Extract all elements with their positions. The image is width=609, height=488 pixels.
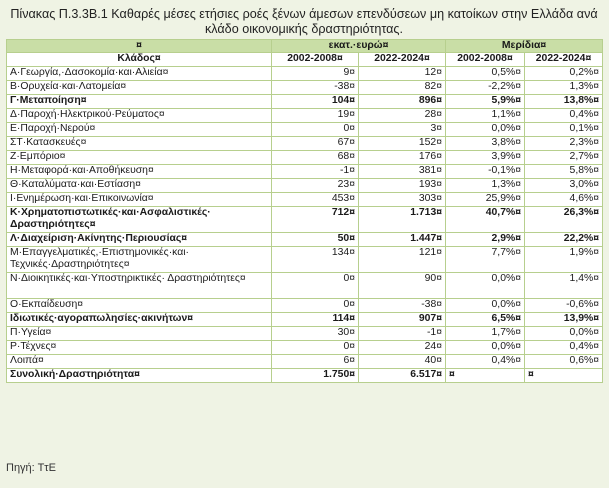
- sector-cell: Ιδιωτικές·αγοραπωλησίες·ακινήτων¤: [7, 313, 272, 327]
- table-row: [7, 313, 603, 327]
- fdi-flows-table: [6, 39, 603, 383]
- share-2022-2024-cell: 4,6%¤: [525, 193, 603, 207]
- group-values-header: εκατ.·ευρώ¤: [272, 40, 446, 53]
- share-2022-2024-cell: 0,6%¤: [525, 355, 603, 369]
- table-row: [7, 327, 603, 341]
- share-2022-2024-cell: 0,0%¤: [525, 327, 603, 341]
- table-row: [7, 341, 603, 355]
- table-row: [7, 207, 603, 233]
- share-2002-2008-cell: 40,7%¤: [446, 207, 525, 233]
- value-2022-2024-cell: 152¤: [359, 137, 446, 151]
- share-2022-2024-cell: 0,2%¤: [525, 67, 603, 81]
- sector-cell: Λ·Διαχείριση·Ακίνητης·Περιουσίας¤: [7, 233, 272, 247]
- share-2022-2024-cell: 26,3%¤: [525, 207, 603, 233]
- table-row: [7, 81, 603, 95]
- value-2002-2008-cell: 0¤: [272, 273, 359, 299]
- value-2002-2008-cell: 19¤: [272, 109, 359, 123]
- value-2002-2008-cell: 1.750¤: [272, 369, 359, 383]
- sector-cell: Ι·Ενημέρωση·και·Επικοινωνία¤: [7, 193, 272, 207]
- sector-cell: Π·Υγεία¤: [7, 327, 272, 341]
- source-note: Πηγή: ΤτΕ: [6, 462, 56, 474]
- value-2022-2024-cell: -38¤: [359, 299, 446, 313]
- value-2002-2008-cell: 0¤: [272, 123, 359, 137]
- sector-cell: Μ·Επαγγελματικές,·Επιστημονικές·και· Τεχνικές·Δραστηριότητες¤: [7, 247, 272, 273]
- share-2002-2008-cell: 0,0%¤: [446, 341, 525, 355]
- col-period-header: 2002-2008¤: [272, 53, 359, 67]
- share-2002-2008-cell: 0,0%¤: [446, 299, 525, 313]
- share-2002-2008-cell: 5,9%¤: [446, 95, 525, 109]
- value-2002-2008-cell: 9¤: [272, 67, 359, 81]
- share-2022-2024-cell: 22,2%¤: [525, 233, 603, 247]
- share-2002-2008-cell: 7,7%¤: [446, 247, 525, 273]
- value-2022-2024-cell: 1.447¤: [359, 233, 446, 247]
- value-2002-2008-cell: 712¤: [272, 207, 359, 233]
- share-2002-2008-cell: 1,7%¤: [446, 327, 525, 341]
- value-2022-2024-cell: 12¤: [359, 67, 446, 81]
- sector-cell: Γ·Μεταποίηση¤: [7, 95, 272, 109]
- value-2022-2024-cell: 381¤: [359, 165, 446, 179]
- value-2022-2024-cell: 193¤: [359, 179, 446, 193]
- table-row: [7, 193, 603, 207]
- share-2022-2024-cell: 1,4%¤: [525, 273, 603, 299]
- value-2002-2008-cell: 0¤: [272, 341, 359, 355]
- sector-cell: Δ·Παροχή·Ηλεκτρικού·Ρεύματος¤: [7, 109, 272, 123]
- value-2002-2008-cell: -1¤: [272, 165, 359, 179]
- sector-cell: Η·Μεταφορά·και·Αποθήκευση¤: [7, 165, 272, 179]
- table-row: [7, 369, 603, 383]
- table-title: Πίνακας Π.3.3Β.1 Καθαρές μέσες ετήσιες ροές ξένων άμεσων επενδύσεων μη κατοίκων στην Ελλάδα ανά κλάδο οικονομικής δραστηριότητας.: [10, 7, 598, 36]
- value-2002-2008-cell: 134¤: [272, 247, 359, 273]
- group-shares-header: Μερίδια¤: [446, 40, 603, 53]
- share-2002-2008-cell: 0,5%¤: [446, 67, 525, 81]
- share-2022-2024-cell: 1,3%¤: [525, 81, 603, 95]
- col-period-header: 2022-2024¤: [525, 53, 603, 67]
- sector-cell: Ρ·Τέχνες¤: [7, 341, 272, 355]
- share-2022-2024-cell: 13,8%¤: [525, 95, 603, 109]
- value-2002-2008-cell: 6¤: [272, 355, 359, 369]
- corner-cell: ¤: [7, 40, 272, 53]
- value-2022-2024-cell: 28¤: [359, 109, 446, 123]
- value-2002-2008-cell: 114¤: [272, 313, 359, 327]
- share-2002-2008-cell: 1,1%¤: [446, 109, 525, 123]
- header-row-columns: [7, 53, 603, 67]
- value-2002-2008-cell: 0¤: [272, 299, 359, 313]
- share-2002-2008-cell: 0,0%¤: [446, 273, 525, 299]
- table-row: [7, 273, 603, 299]
- value-2002-2008-cell: 67¤: [272, 137, 359, 151]
- value-2022-2024-cell: 907¤: [359, 313, 446, 327]
- table-row: [7, 95, 603, 109]
- table-row: [7, 233, 603, 247]
- value-2002-2008-cell: -38¤: [272, 81, 359, 95]
- value-2022-2024-cell: 40¤: [359, 355, 446, 369]
- table-row: [7, 137, 603, 151]
- share-2022-2024-cell: 3,0%¤: [525, 179, 603, 193]
- value-2002-2008-cell: 23¤: [272, 179, 359, 193]
- share-2002-2008-cell: 0,4%¤: [446, 355, 525, 369]
- table-row: [7, 151, 603, 165]
- sector-cell: ΣΤ·Κατασκευές¤: [7, 137, 272, 151]
- share-2002-2008-cell: ¤: [446, 369, 525, 383]
- share-2002-2008-cell: -2,2%¤: [446, 81, 525, 95]
- value-2022-2024-cell: 176¤: [359, 151, 446, 165]
- table-row: [7, 355, 603, 369]
- share-2002-2008-cell: 6,5%¤: [446, 313, 525, 327]
- table-row: [7, 165, 603, 179]
- share-2002-2008-cell: 0,0%¤: [446, 123, 525, 137]
- col-sector-header: Κλάδος¤: [7, 53, 272, 67]
- share-2002-2008-cell: 2,9%¤: [446, 233, 525, 247]
- value-2022-2024-cell: 6.517¤: [359, 369, 446, 383]
- table-row: [7, 67, 603, 81]
- share-2022-2024-cell: 0,4%¤: [525, 109, 603, 123]
- share-2022-2024-cell: -0,6%¤: [525, 299, 603, 313]
- sector-cell: Ν·Διοικητικές·και·Υποστηρικτικές· Δραστηριότητες¤: [7, 273, 272, 299]
- value-2022-2024-cell: 303¤: [359, 193, 446, 207]
- share-2002-2008-cell: 25,9%¤: [446, 193, 525, 207]
- share-2022-2024-cell: 0,4%¤: [525, 341, 603, 355]
- share-2022-2024-cell: ¤: [525, 369, 603, 383]
- sector-cell: Συνολική·Δραστηριότητα¤: [7, 369, 272, 383]
- share-2022-2024-cell: 2,3%¤: [525, 137, 603, 151]
- share-2022-2024-cell: 2,7%¤: [525, 151, 603, 165]
- table-row: [7, 179, 603, 193]
- sector-cell: Κ·Χρηματοπιστωτικές·και·Ασφαλιστικές· Δραστηριότητες¤: [7, 207, 272, 233]
- value-2022-2024-cell: 90¤: [359, 273, 446, 299]
- col-period-header: 2022-2024¤: [359, 53, 446, 67]
- share-2022-2024-cell: 5,8%¤: [525, 165, 603, 179]
- value-2002-2008-cell: 30¤: [272, 327, 359, 341]
- value-2022-2024-cell: 896¤: [359, 95, 446, 109]
- value-2022-2024-cell: 82¤: [359, 81, 446, 95]
- share-2022-2024-cell: 1,9%¤: [525, 247, 603, 273]
- value-2002-2008-cell: 453¤: [272, 193, 359, 207]
- sector-cell: Β·Ορυχεία·και·Λατομεία¤: [7, 81, 272, 95]
- sector-cell: Α·Γεωργία,·Δασοκομία·και·Αλιεία¤: [7, 67, 272, 81]
- sector-cell: Ο·Εκπαίδευση¤: [7, 299, 272, 313]
- header-row-groups: [7, 40, 603, 53]
- table-row: [7, 299, 603, 313]
- share-2022-2024-cell: 0,1%¤: [525, 123, 603, 137]
- value-2022-2024-cell: 24¤: [359, 341, 446, 355]
- value-2022-2024-cell: -1¤: [359, 327, 446, 341]
- col-period-header: 2002-2008¤: [446, 53, 525, 67]
- sector-cell: Θ·Καταλύματα·και·Εστίαση¤: [7, 179, 272, 193]
- share-2002-2008-cell: 3,8%¤: [446, 137, 525, 151]
- table-row: [7, 109, 603, 123]
- value-2022-2024-cell: 3¤: [359, 123, 446, 137]
- share-2002-2008-cell: 1,3%¤: [446, 179, 525, 193]
- share-2002-2008-cell: 3,9%¤: [446, 151, 525, 165]
- value-2002-2008-cell: 104¤: [272, 95, 359, 109]
- value-2022-2024-cell: 1.713¤: [359, 207, 446, 233]
- value-2002-2008-cell: 68¤: [272, 151, 359, 165]
- table-row: [7, 247, 603, 273]
- value-2002-2008-cell: 50¤: [272, 233, 359, 247]
- sector-cell: Ε·Παροχή·Νερού¤: [7, 123, 272, 137]
- share-2002-2008-cell: -0,1%¤: [446, 165, 525, 179]
- table-row: [7, 123, 603, 137]
- share-2022-2024-cell: 13,9%¤: [525, 313, 603, 327]
- value-2022-2024-cell: 121¤: [359, 247, 446, 273]
- sector-cell: Λοιπά¤: [7, 355, 272, 369]
- sector-cell: Ζ·Εμπόριο¤: [7, 151, 272, 165]
